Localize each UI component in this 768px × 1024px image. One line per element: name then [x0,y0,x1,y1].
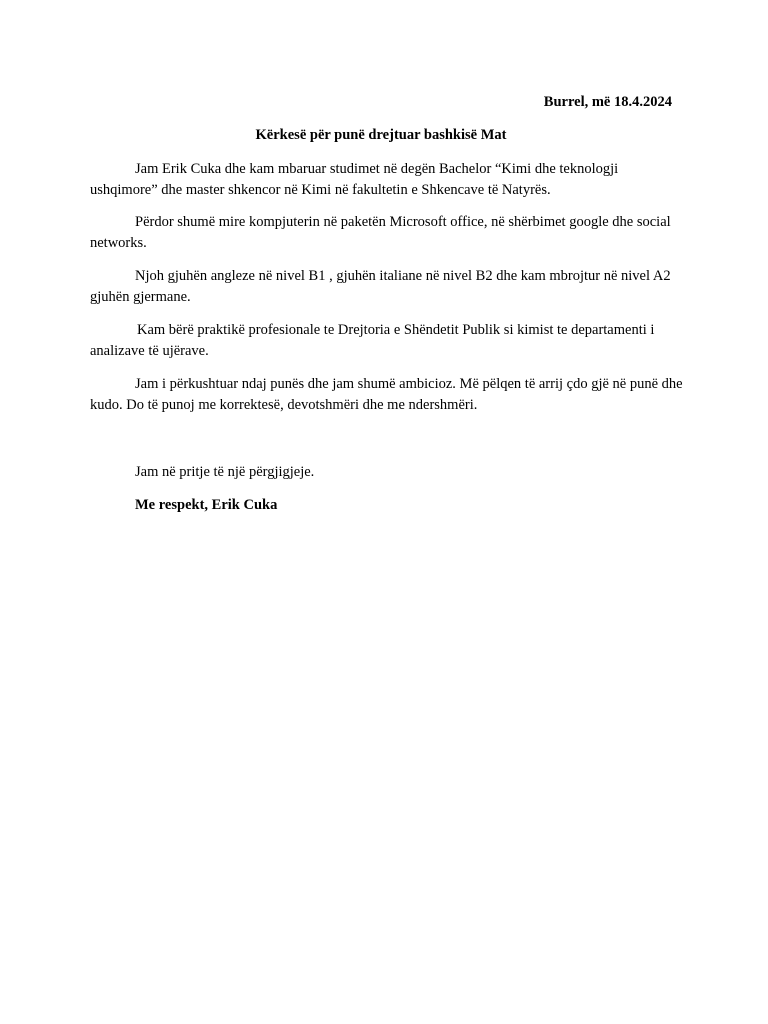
paragraph-internship: Kam bërë praktikë profesionale te Drejtoria e Shëndetit Publik si kimist te departamenti i analizave të ujërave. [90,322,655,359]
paragraph-education: Jam Erik Cuka dhe kam mbaruar studimet në degën Bachelor “Kimi dhe teknologji ushqimore” dhe master shkencor në Kimi në fakultetin e Shkencave të Natyrës. [90,161,619,198]
paragraph-computer-skills: Përdor shumë mire kompjuterin në paketën Microsoft office, në shërbimet google dhe social networks. [90,214,671,251]
place-date: Burrel, më 18.4.2024 [543,94,672,110]
paragraph-personal-qualities: Jam i përkushtuar ndaj punës dhe jam shumë ambicioz. Më pëlqen të arrij çdo gjë në punë dhe kudo. Do të punoj me korrektesë, devotshmëri dhe me ndershmëri. [90,376,683,413]
paragraph-languages: Njoh gjuhën angleze në nivel B1 , gjuhën italiane në nivel B2 dhe kam mbrojtur në nivel A2 gjuhën gjermane. [90,268,671,305]
signature-line: Me respekt, Erik Cuka [135,497,278,513]
letter-subject: Kërkesë për punë drejtuar bashkisë Mat [255,127,507,143]
closing-line: Jam në pritje të një përgjigjeje. [135,464,315,480]
